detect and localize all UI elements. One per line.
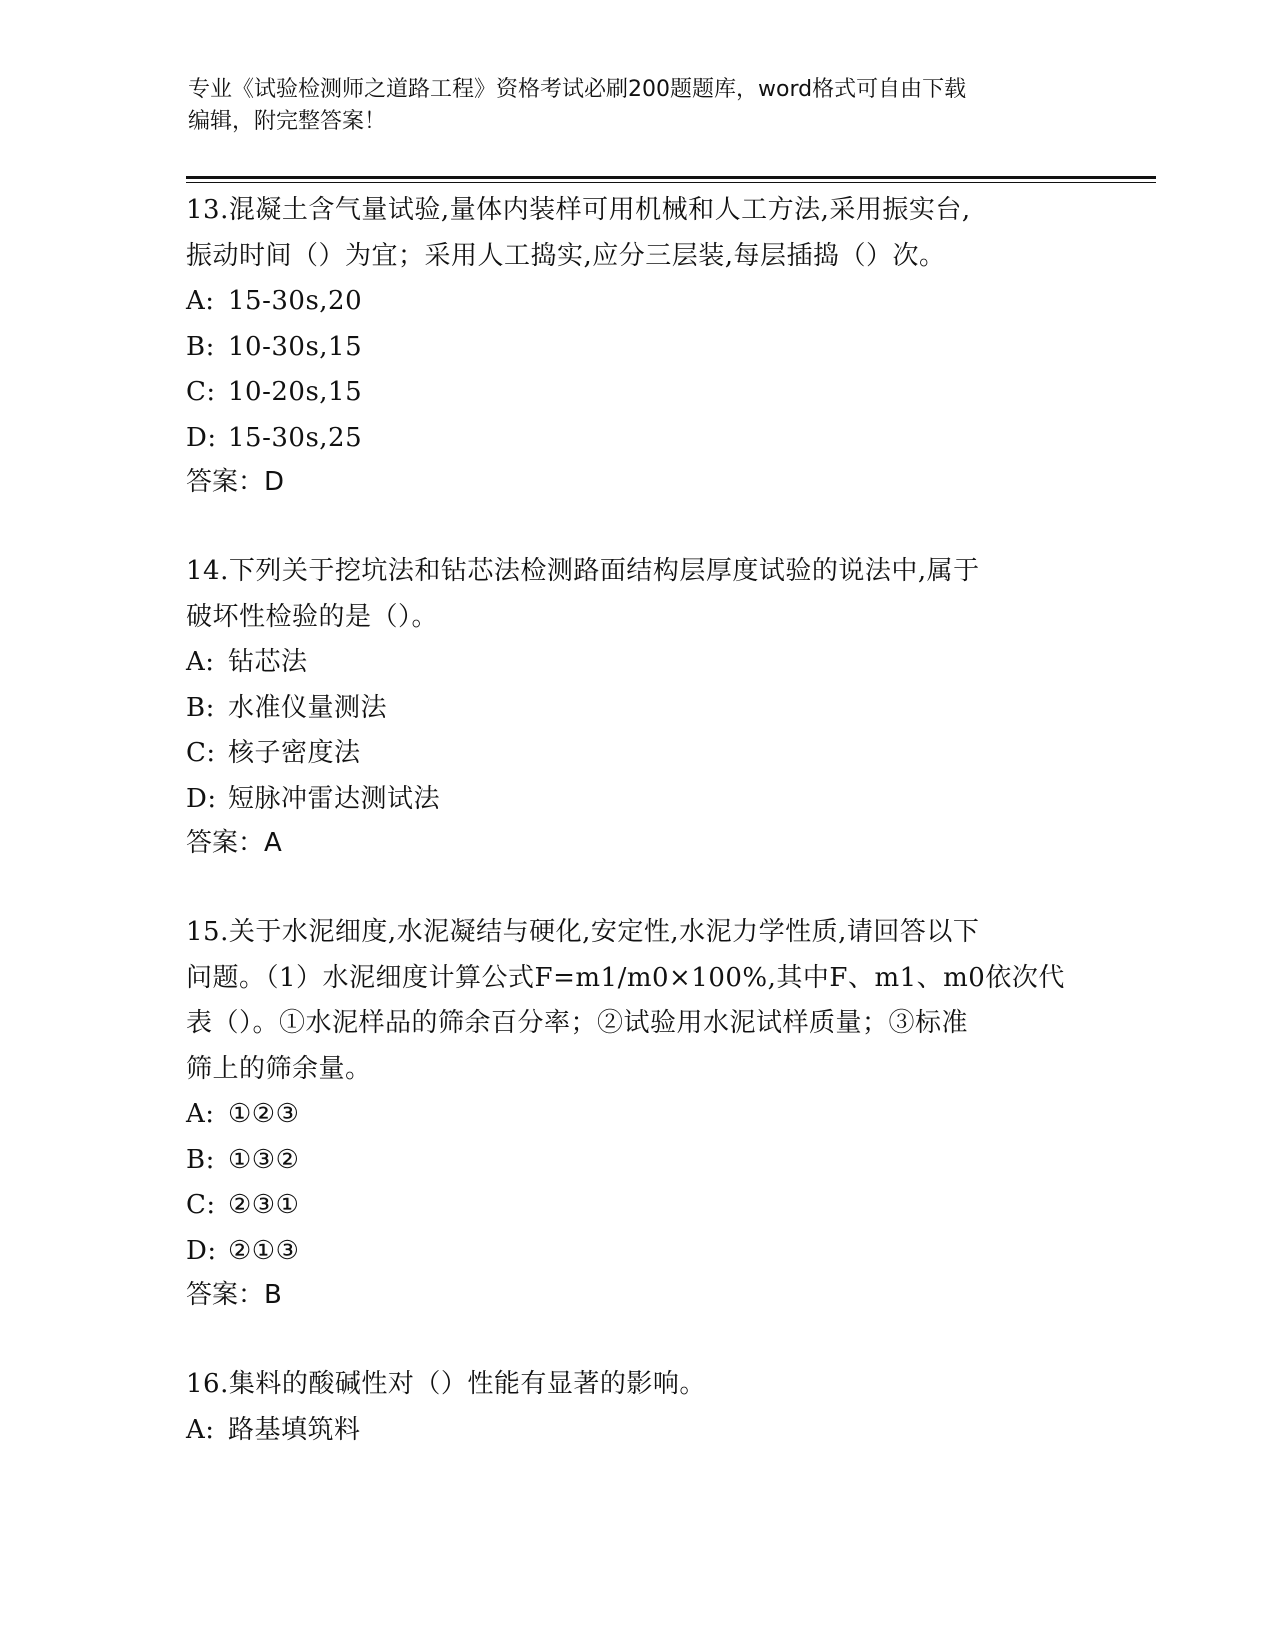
- option-a: [186, 1092, 1086, 1138]
- option-text: 核子密度法: [228, 738, 361, 768]
- option-c: [186, 1183, 1086, 1229]
- option-key: D:: [186, 1235, 217, 1266]
- option-text: 15-30s,25: [228, 422, 363, 453]
- option-c: [186, 370, 1086, 416]
- question-list: [186, 188, 1086, 1453]
- option-text: 水准仪量测法: [228, 692, 388, 723]
- option-key: D:: [186, 422, 217, 453]
- header-rule-thick: [186, 176, 1156, 179]
- option-a: [186, 1408, 1086, 1454]
- answer-line: 答案：D: [186, 467, 285, 497]
- question-stem-line: 16.集料的酸碱性对（）性能有显著的影响。: [186, 1369, 706, 1399]
- question-spacer: [186, 503, 1086, 549]
- option-c: [186, 731, 1086, 777]
- option-d: [186, 1229, 1086, 1275]
- option-b: [186, 325, 1086, 371]
- option-text: ②③①: [228, 1190, 300, 1220]
- question-stem-line: 15.关于水泥细度,水泥凝结与硬化,安定性,水泥力学性质,请回答以下: [186, 917, 980, 947]
- question-stem-line: 表（）。①水泥样品的筛余百分率；②试验用水泥试样质量；③标准: [186, 1008, 969, 1038]
- question-15: [186, 910, 1086, 1316]
- answer-line: 答案：A: [186, 828, 282, 858]
- option-key: D:: [186, 783, 217, 814]
- option-text: 10-30s,15: [228, 331, 363, 362]
- option-a: [186, 640, 1086, 686]
- option-key: C:: [186, 1190, 216, 1220]
- option-text: ①②③: [228, 1099, 300, 1129]
- option-text: 短脉冲雷达测试法: [228, 783, 441, 814]
- question-stem-line: 筛上的筛余量。: [186, 1053, 372, 1084]
- header-line-1: 专业《试验检测师之道路工程》资格考试必刷200题题库，word格式可自由下载: [188, 77, 967, 102]
- option-d: [186, 416, 1086, 462]
- option-key: B:: [186, 1144, 215, 1175]
- option-key: C:: [186, 377, 216, 407]
- answer-line: 答案：B: [186, 1280, 282, 1310]
- option-key: B:: [186, 692, 215, 723]
- question-14: [186, 549, 1086, 864]
- option-key: A:: [186, 647, 215, 677]
- option-b: [186, 1138, 1086, 1184]
- option-b: [186, 686, 1086, 732]
- question-stem-line: 振动时间（）为宜；采用人工捣实,应分三层装,每层插捣（）次。: [186, 240, 946, 271]
- question-stem-line: 问题。（1）水泥细度计算公式F=m1/m0×100%,其中F、m1、m0依次代: [186, 962, 1065, 993]
- question-13: [186, 188, 1086, 503]
- question-stem-line: 破坏性检验的是（）。: [186, 601, 439, 632]
- option-key: A:: [186, 1414, 215, 1445]
- option-text: 路基填筑料: [228, 1414, 361, 1445]
- option-a: [186, 279, 1086, 325]
- option-key: B:: [186, 331, 215, 362]
- question-stem-line: 14.下列关于挖坑法和钻芯法检测路面结构层厚度试验的说法中,属于: [186, 556, 980, 586]
- option-text: 15-30s,20: [228, 286, 363, 316]
- question-spacer: [186, 1316, 1086, 1362]
- header-line-2: 编辑，附完整答案！: [188, 109, 387, 134]
- option-key: A:: [186, 1099, 215, 1129]
- option-key: A:: [186, 286, 215, 316]
- option-d: [186, 777, 1086, 823]
- header-rule-thin: [186, 182, 1156, 183]
- option-text: 钻芯法: [228, 647, 308, 677]
- option-text: ①③②: [228, 1144, 300, 1175]
- question-stem-line: 13.混凝土含气量试验,量体内装样可用机械和人工方法,采用振实台,: [186, 195, 971, 225]
- option-key: C:: [186, 738, 216, 768]
- document-header: [188, 74, 1088, 138]
- option-text: ②①③: [228, 1235, 300, 1266]
- question-16: [186, 1362, 1086, 1453]
- option-text: 10-20s,15: [228, 377, 363, 407]
- question-spacer: [186, 864, 1086, 910]
